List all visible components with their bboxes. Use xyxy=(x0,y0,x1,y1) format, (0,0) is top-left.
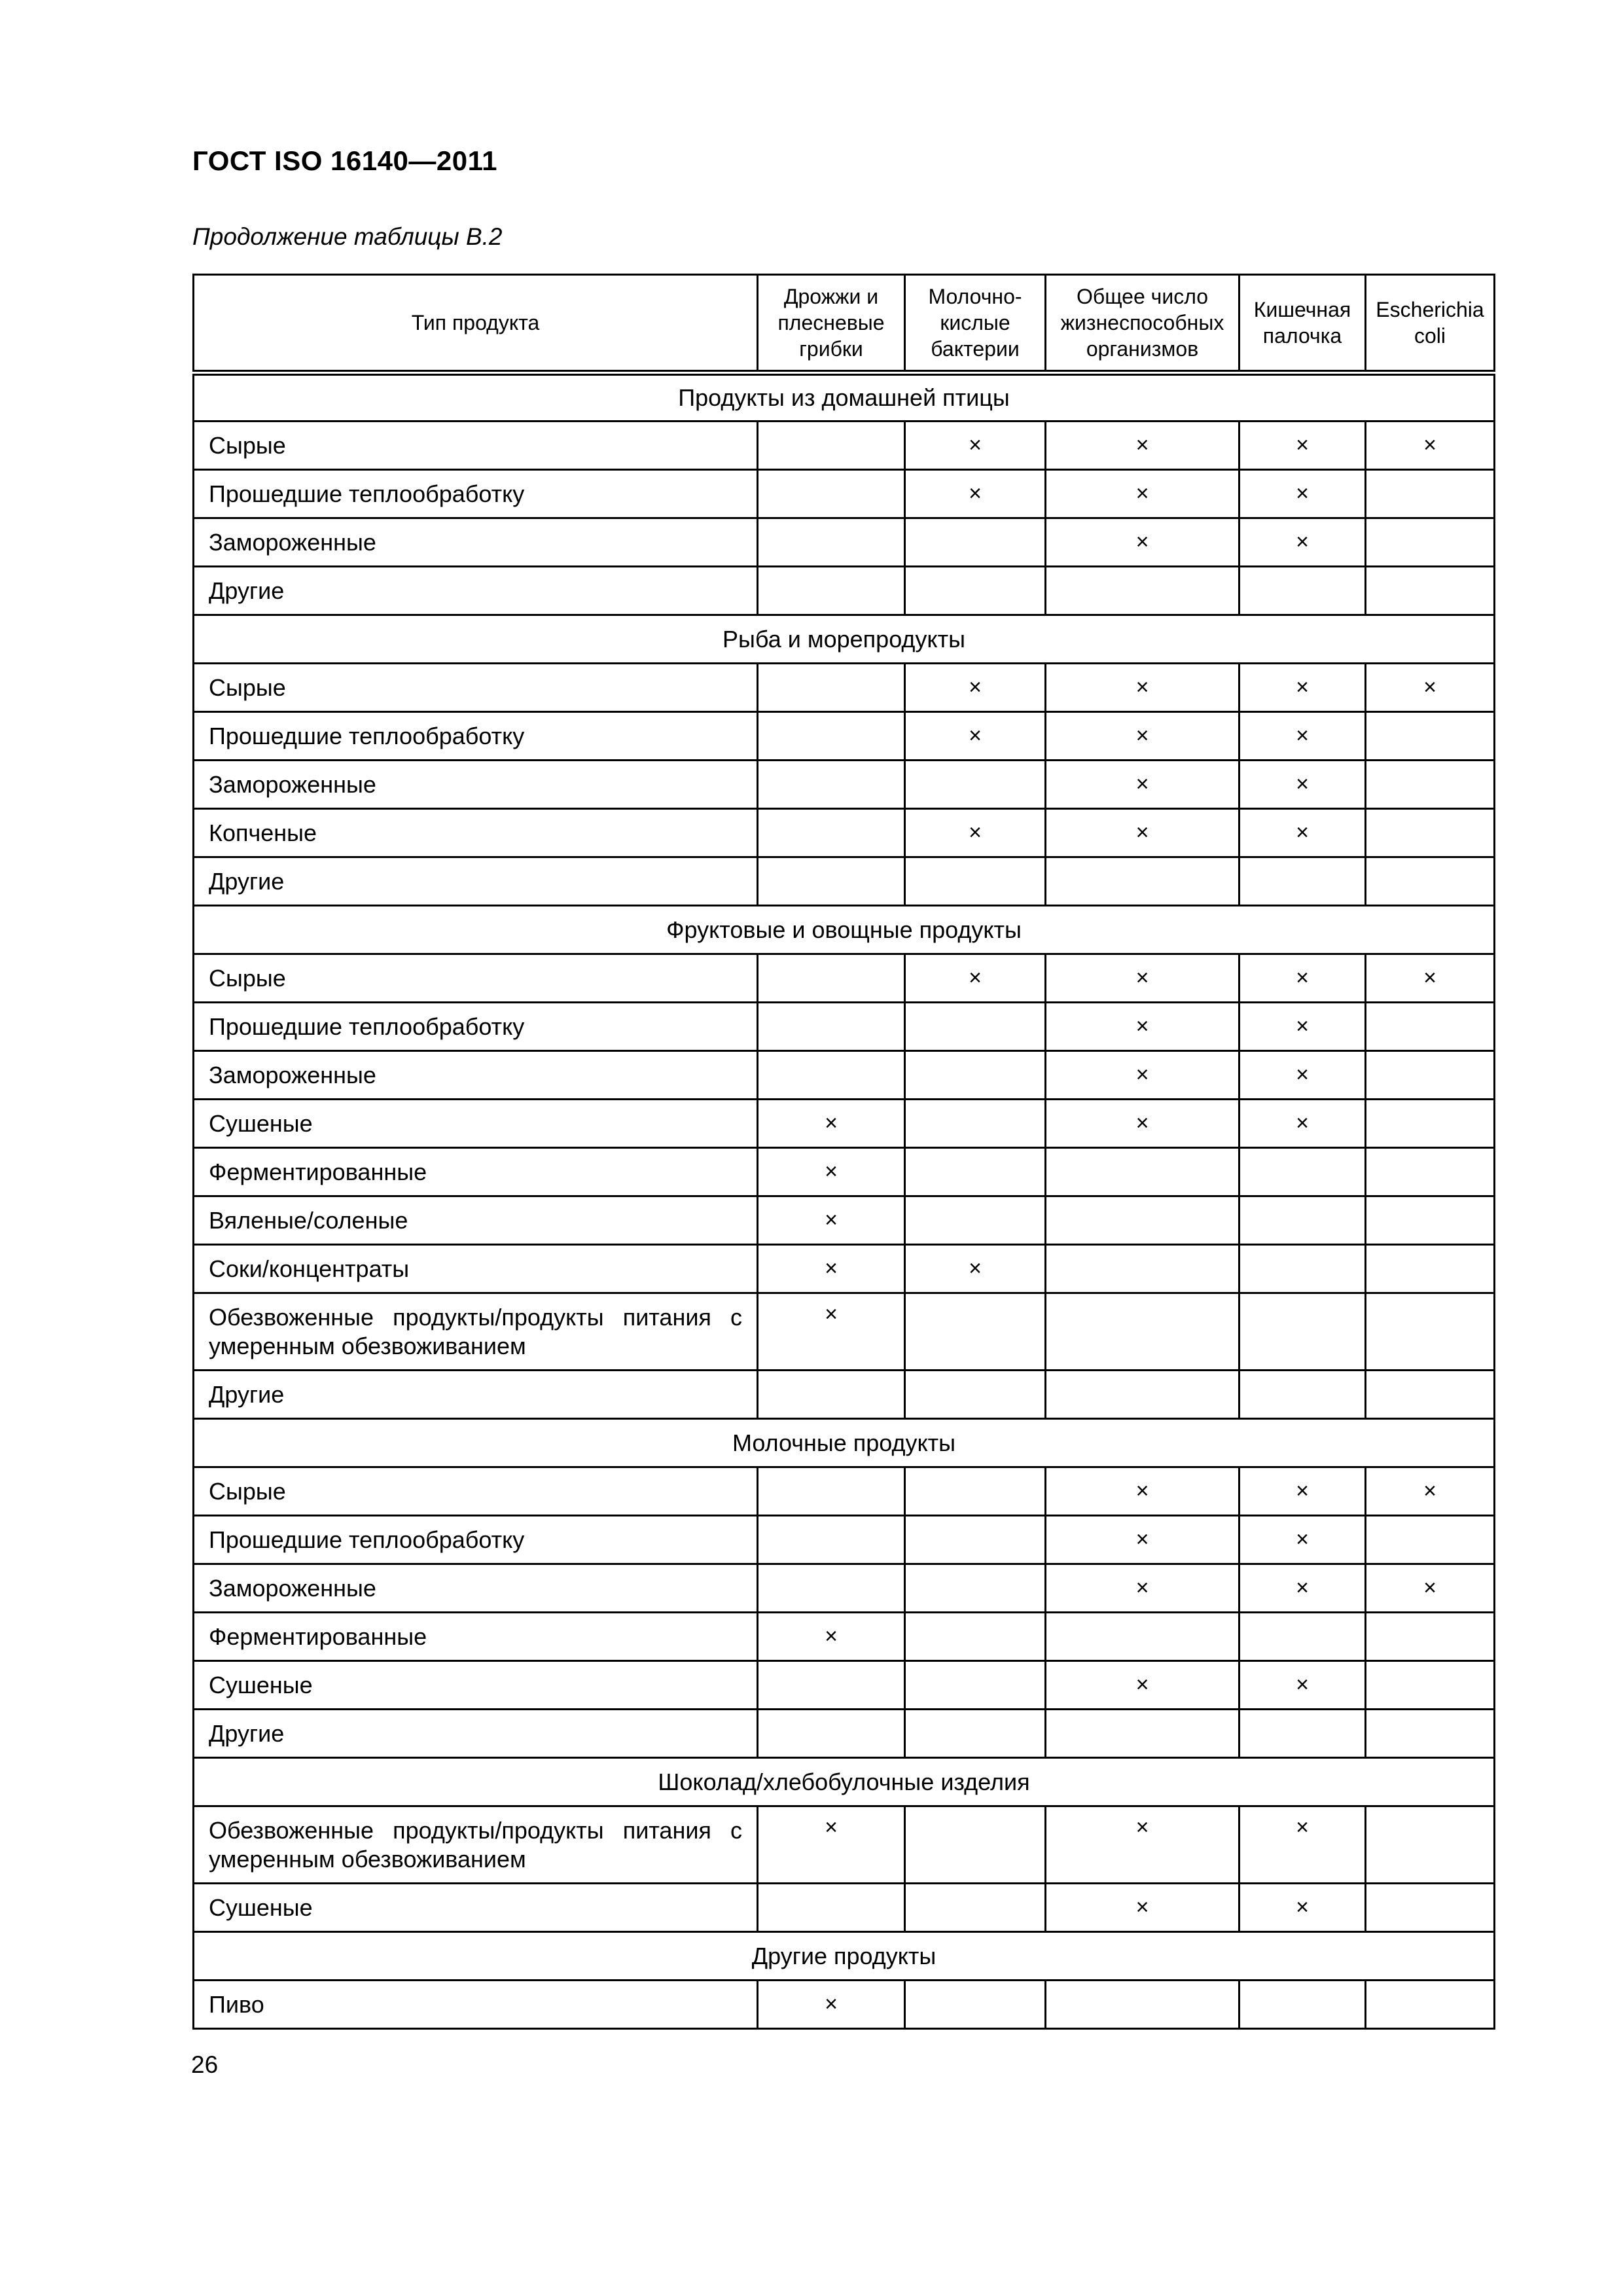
applicable-mark-cell: × xyxy=(905,422,1046,470)
empty-cell xyxy=(1366,1806,1495,1884)
empty-cell xyxy=(905,1003,1046,1051)
applicable-mark-cell: × xyxy=(1240,1003,1366,1051)
applicable-mark-cell: × xyxy=(1046,954,1240,1003)
product-type-cell: Прошедшие теплообработку xyxy=(194,470,758,518)
product-type-cell: Другие xyxy=(194,857,758,906)
empty-cell xyxy=(758,422,905,470)
product-type-cell: Замороженные xyxy=(194,518,758,567)
applicable-mark-cell: × xyxy=(1240,761,1366,809)
table-row xyxy=(194,1661,1495,1710)
applicable-mark-cell: × xyxy=(905,809,1046,857)
product-type-cell: Сушеные xyxy=(194,1661,758,1710)
applicable-mark-cell: × xyxy=(1046,664,1240,712)
section-header-row xyxy=(194,615,1495,664)
empty-cell xyxy=(1366,761,1495,809)
empty-cell xyxy=(758,1564,905,1613)
applicable-mark-cell: × xyxy=(1240,1661,1366,1710)
applicable-mark-cell: × xyxy=(1240,422,1366,470)
empty-cell xyxy=(1366,1196,1495,1245)
empty-cell xyxy=(1046,1148,1240,1196)
section-header-row xyxy=(194,1758,1495,1806)
product-type-cell: Ферментированные xyxy=(194,1148,758,1196)
empty-cell xyxy=(1240,1196,1366,1245)
empty-cell xyxy=(905,1051,1046,1100)
applicable-mark-cell: × xyxy=(1046,1516,1240,1564)
applicable-mark-cell: × xyxy=(1046,422,1240,470)
applicable-mark-cell: × xyxy=(1046,761,1240,809)
applicable-mark-cell: × xyxy=(1240,1516,1366,1564)
empty-cell xyxy=(758,712,905,761)
section-header-row xyxy=(194,1932,1495,1981)
applicable-mark-cell: × xyxy=(1366,1564,1495,1613)
empty-cell xyxy=(1366,712,1495,761)
table-row xyxy=(194,518,1495,567)
applicable-mark-cell: × xyxy=(1240,664,1366,712)
empty-cell xyxy=(905,1884,1046,1932)
product-type-cell: Прошедшие теплообработку xyxy=(194,1516,758,1564)
table-row xyxy=(194,1613,1495,1661)
empty-cell xyxy=(1366,857,1495,906)
table-row xyxy=(194,1100,1495,1148)
empty-cell xyxy=(905,567,1046,615)
empty-cell xyxy=(1240,1148,1366,1196)
applicable-mark-cell: × xyxy=(758,1100,905,1148)
product-type-cell: Другие xyxy=(194,1371,758,1419)
empty-cell xyxy=(1046,857,1240,906)
applicable-mark-cell: × xyxy=(905,712,1046,761)
empty-cell xyxy=(905,1806,1046,1884)
empty-cell xyxy=(758,470,905,518)
product-type-cell: Прошедшие теплообработку xyxy=(194,1003,758,1051)
applicable-mark-cell: × xyxy=(1046,1806,1240,1884)
table-row xyxy=(194,470,1495,518)
table-row xyxy=(194,1710,1495,1758)
section-header-row xyxy=(194,373,1495,422)
empty-cell xyxy=(1366,1613,1495,1661)
section-title: Другие продукты xyxy=(194,1932,1495,1981)
empty-cell xyxy=(905,1981,1046,2029)
product-type-cell: Сушеные xyxy=(194,1884,758,1932)
section-title: Фруктовые и овощные продукты xyxy=(194,906,1495,954)
applicable-mark-cell: × xyxy=(1046,1003,1240,1051)
empty-cell xyxy=(905,1196,1046,1245)
applicable-mark-cell: × xyxy=(1046,712,1240,761)
empty-cell xyxy=(1366,567,1495,615)
table-row xyxy=(194,1981,1495,2029)
table-row xyxy=(194,1884,1495,1932)
empty-cell xyxy=(1240,1371,1366,1419)
applicable-mark-cell: × xyxy=(1046,1100,1240,1148)
applicable-mark-cell: × xyxy=(1240,809,1366,857)
product-type-cell: Соки/концентраты xyxy=(194,1245,758,1293)
applicable-mark-cell: × xyxy=(758,1293,905,1371)
empty-cell xyxy=(1046,1710,1240,1758)
product-type-cell: Сырые xyxy=(194,954,758,1003)
product-type-cell: Пиво xyxy=(194,1981,758,2029)
applicable-mark-cell: × xyxy=(1366,664,1495,712)
product-type-cell: Обезвоженные продукты/продукты питания с умеренным обезвоживанием xyxy=(194,1806,758,1884)
product-type-cell: Сырые xyxy=(194,422,758,470)
product-type-cell: Копченые xyxy=(194,809,758,857)
product-type-cell: Сырые xyxy=(194,664,758,712)
applicable-mark-cell: × xyxy=(758,1613,905,1661)
applicable-mark-cell: × xyxy=(758,1806,905,1884)
product-microorganism-table xyxy=(192,274,1495,2030)
empty-cell xyxy=(758,1661,905,1710)
applicable-mark-cell: × xyxy=(905,1245,1046,1293)
empty-cell xyxy=(758,567,905,615)
product-type-cell: Вяленые/соленые xyxy=(194,1196,758,1245)
empty-cell xyxy=(1240,1710,1366,1758)
table-row xyxy=(194,1371,1495,1419)
table-row xyxy=(194,1516,1495,1564)
table-caption: Продолжение таблицы В.2 xyxy=(192,223,503,250)
empty-cell xyxy=(905,1371,1046,1419)
applicable-mark-cell: × xyxy=(1240,1564,1366,1613)
empty-cell xyxy=(1366,1516,1495,1564)
empty-cell xyxy=(1366,1293,1495,1371)
empty-cell xyxy=(1366,518,1495,567)
applicable-mark-cell: × xyxy=(1240,712,1366,761)
product-type-cell: Обезвоженные продукты/продукты питания с умеренным обезвоживанием xyxy=(194,1293,758,1371)
applicable-mark-cell: × xyxy=(1046,1051,1240,1100)
product-type-cell: Другие xyxy=(194,1710,758,1758)
empty-cell xyxy=(1366,470,1495,518)
table-row xyxy=(194,1806,1495,1884)
empty-cell xyxy=(758,1467,905,1516)
product-type-cell: Замороженные xyxy=(194,761,758,809)
product-type-cell: Прошедшие теплообработку xyxy=(194,712,758,761)
product-type-cell: Замороженные xyxy=(194,1051,758,1100)
applicable-mark-cell: × xyxy=(1046,1564,1240,1613)
empty-cell xyxy=(758,857,905,906)
empty-cell xyxy=(1046,567,1240,615)
empty-cell xyxy=(1366,1981,1495,2029)
applicable-mark-cell: × xyxy=(1240,1806,1366,1884)
applicable-mark-cell: × xyxy=(758,1981,905,2029)
table-header-row xyxy=(194,275,1495,373)
empty-cell xyxy=(905,1293,1046,1371)
empty-cell xyxy=(1366,1884,1495,1932)
applicable-mark-cell: × xyxy=(905,954,1046,1003)
table-row xyxy=(194,1196,1495,1245)
empty-cell xyxy=(758,1710,905,1758)
applicable-mark-cell: × xyxy=(1240,1467,1366,1516)
empty-cell xyxy=(905,1516,1046,1564)
applicable-mark-cell: × xyxy=(1046,518,1240,567)
empty-cell xyxy=(758,518,905,567)
empty-cell xyxy=(905,1710,1046,1758)
empty-cell xyxy=(905,1661,1046,1710)
column-header-lactic-bacteria: Молочно-кислые бактерии xyxy=(905,275,1046,373)
empty-cell xyxy=(1046,1196,1240,1245)
applicable-mark-cell: × xyxy=(905,470,1046,518)
table-row xyxy=(194,809,1495,857)
product-type-cell: Сушеные xyxy=(194,1100,758,1148)
section-title: Шоколад/хлебобулочные изделия xyxy=(194,1758,1495,1806)
empty-cell xyxy=(1046,1613,1240,1661)
section-title: Рыба и морепродукты xyxy=(194,615,1495,664)
product-type-cell: Сырые xyxy=(194,1467,758,1516)
column-header-coliforms: Кишечная палочка xyxy=(1240,275,1366,373)
empty-cell xyxy=(1366,1003,1495,1051)
applicable-mark-cell: × xyxy=(1240,954,1366,1003)
product-type-cell: Замороженные xyxy=(194,1564,758,1613)
applicable-mark-cell: × xyxy=(1046,1661,1240,1710)
column-header-escherichia-coli: Escherichia coli xyxy=(1366,275,1495,373)
applicable-mark-cell: × xyxy=(1046,809,1240,857)
empty-cell xyxy=(1366,1148,1495,1196)
applicable-mark-cell: × xyxy=(1240,1884,1366,1932)
empty-cell xyxy=(758,954,905,1003)
section-header-row xyxy=(194,906,1495,954)
empty-cell xyxy=(1240,1293,1366,1371)
column-header-yeasts-molds: Дрожжи и плесневые грибки xyxy=(758,275,905,373)
table-body xyxy=(194,373,1495,2029)
empty-cell xyxy=(758,1371,905,1419)
product-type-cell: Ферментированные xyxy=(194,1613,758,1661)
applicable-mark-cell: × xyxy=(905,664,1046,712)
table-row xyxy=(194,1467,1495,1516)
column-header-total-viable-count: Общее число жизнеспособных организмов xyxy=(1046,275,1240,373)
table-row xyxy=(194,712,1495,761)
table-row xyxy=(194,1245,1495,1293)
empty-cell xyxy=(905,1467,1046,1516)
empty-cell xyxy=(1046,1293,1240,1371)
empty-cell xyxy=(758,1516,905,1564)
applicable-mark-cell: × xyxy=(1046,470,1240,518)
applicable-mark-cell: × xyxy=(1240,470,1366,518)
table-row xyxy=(194,1003,1495,1051)
empty-cell xyxy=(905,1148,1046,1196)
empty-cell xyxy=(1240,1613,1366,1661)
table-row xyxy=(194,1148,1495,1196)
empty-cell xyxy=(1366,1245,1495,1293)
empty-cell xyxy=(905,1613,1046,1661)
empty-cell xyxy=(758,809,905,857)
document-title: ГОСТ ISO 16140—2011 xyxy=(192,145,497,176)
section-title: Молочные продукты xyxy=(194,1419,1495,1467)
applicable-mark-cell: × xyxy=(1046,1467,1240,1516)
applicable-mark-cell: × xyxy=(1240,518,1366,567)
table-row xyxy=(194,664,1495,712)
table-row xyxy=(194,422,1495,470)
empty-cell xyxy=(1046,1245,1240,1293)
page-number: 26 xyxy=(191,2051,219,2078)
table-row xyxy=(194,1564,1495,1613)
empty-cell xyxy=(758,1051,905,1100)
empty-cell xyxy=(905,857,1046,906)
table-row xyxy=(194,954,1495,1003)
table-row xyxy=(194,761,1495,809)
applicable-mark-cell: × xyxy=(1366,422,1495,470)
empty-cell xyxy=(1366,809,1495,857)
empty-cell xyxy=(1046,1371,1240,1419)
applicable-mark-cell: × xyxy=(1366,954,1495,1003)
product-type-cell: Другие xyxy=(194,567,758,615)
applicable-mark-cell: × xyxy=(1240,1051,1366,1100)
empty-cell xyxy=(1240,567,1366,615)
empty-cell xyxy=(1240,1981,1366,2029)
empty-cell xyxy=(758,761,905,809)
table-row xyxy=(194,857,1495,906)
empty-cell xyxy=(905,518,1046,567)
empty-cell xyxy=(905,1100,1046,1148)
table-row xyxy=(194,1051,1495,1100)
table-row xyxy=(194,567,1495,615)
applicable-mark-cell: × xyxy=(758,1245,905,1293)
column-header-product-type: Тип продукта xyxy=(194,275,758,373)
empty-cell xyxy=(1366,1371,1495,1419)
applicable-mark-cell: × xyxy=(1366,1467,1495,1516)
applicable-mark-cell: × xyxy=(758,1148,905,1196)
empty-cell xyxy=(1240,1245,1366,1293)
empty-cell xyxy=(1366,1100,1495,1148)
empty-cell xyxy=(905,761,1046,809)
empty-cell xyxy=(1240,857,1366,906)
table-row xyxy=(194,1293,1495,1371)
empty-cell xyxy=(758,1003,905,1051)
empty-cell xyxy=(1046,1981,1240,2029)
empty-cell xyxy=(758,1884,905,1932)
applicable-mark-cell: × xyxy=(1046,1884,1240,1932)
section-title: Продукты из домашней птицы xyxy=(194,373,1495,422)
section-header-row xyxy=(194,1419,1495,1467)
empty-cell xyxy=(905,1564,1046,1613)
applicable-mark-cell: × xyxy=(758,1196,905,1245)
applicable-mark-cell: × xyxy=(1240,1100,1366,1148)
empty-cell xyxy=(758,664,905,712)
empty-cell xyxy=(1366,1710,1495,1758)
empty-cell xyxy=(1366,1051,1495,1100)
empty-cell xyxy=(1366,1661,1495,1710)
